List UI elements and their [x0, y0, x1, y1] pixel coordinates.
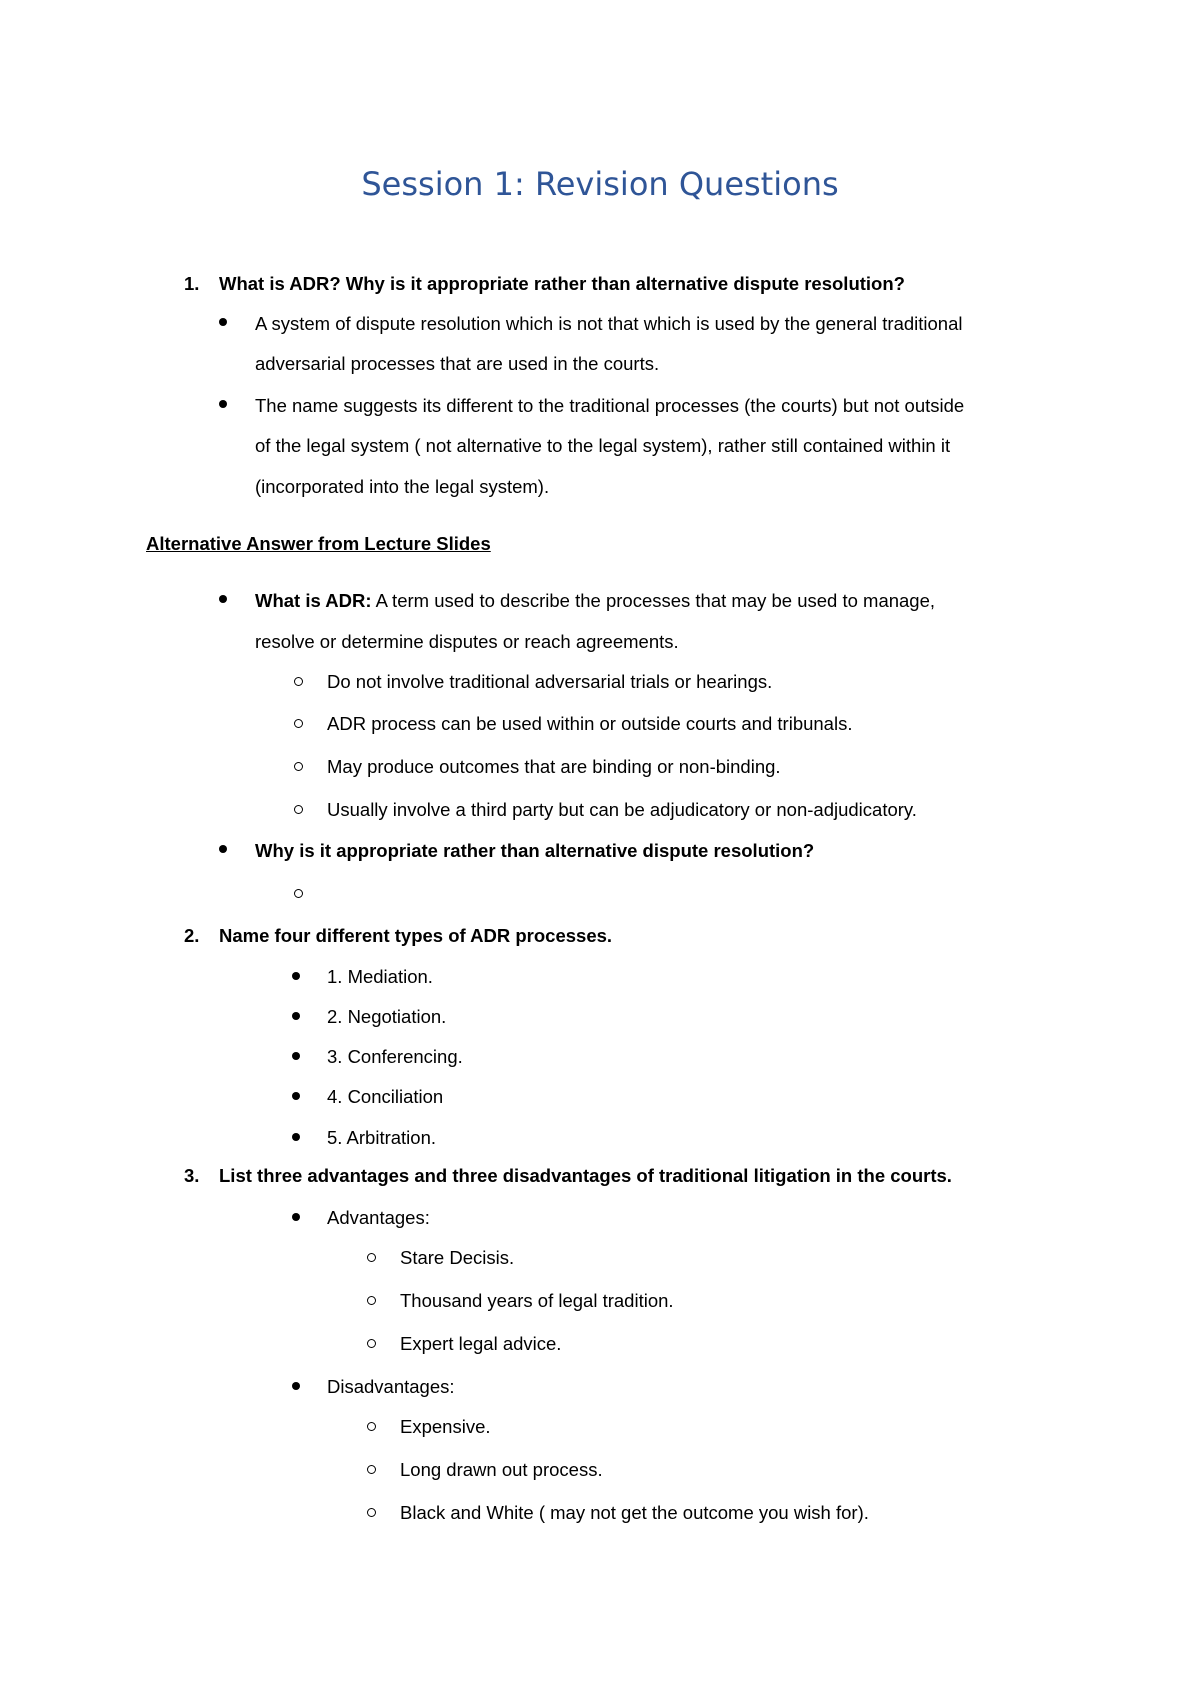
- q2-item-3: 3. Conferencing.: [327, 1046, 463, 1067]
- q2-question: Name four different types of ADR processes.: [219, 925, 613, 946]
- circle-bullet-icon: [294, 677, 303, 686]
- bullet-icon: [219, 595, 227, 603]
- q3-disadvantage-2: Long drawn out process.: [400, 1459, 603, 1480]
- circle-bullet-icon: [367, 1422, 376, 1431]
- bullet-icon: [219, 400, 227, 408]
- q1-answer-1-line-2: adversarial processes that are used in the courts.: [255, 353, 660, 374]
- q2-item-4: 4. Conciliation: [327, 1086, 444, 1107]
- alt-what-line-1: [255, 589, 935, 613]
- q1-answer-2-line-1: The name suggests its different to the traditional processes (the courts) but not outside: [255, 395, 965, 416]
- circle-bullet-icon: [294, 719, 303, 728]
- q1-answer-1-line-1: A system of dispute resolution which is not that which is used by the general traditional: [255, 313, 963, 334]
- q3-disadvantage-1: Expensive.: [400, 1416, 491, 1437]
- bullet-icon: [292, 972, 300, 980]
- circle-bullet-icon: [367, 1253, 376, 1262]
- circle-bullet-icon: [294, 805, 303, 814]
- alt-sub-item-1: Do not involve traditional adversarial trials or hearings.: [327, 671, 773, 692]
- q3-disadvantages-label: Disadvantages:: [327, 1376, 455, 1397]
- q3-advantages-label: Advantages:: [327, 1207, 430, 1228]
- q1-answer-2-line-3: (incorporated into the legal system).: [255, 476, 550, 497]
- q3-advantage-3: Expert legal advice.: [400, 1333, 562, 1354]
- alt-what-text: A term used to describe the processes that may be used to manage,: [371, 590, 936, 611]
- bullet-icon: [292, 1012, 300, 1020]
- alt-sub-item-3: May produce outcomes that are binding or non-binding.: [327, 756, 781, 777]
- alt-what-label: What is ADR:: [255, 590, 372, 611]
- bullet-icon: [292, 1092, 300, 1100]
- q1-number: 1.: [184, 273, 200, 294]
- q1-question: What is ADR? Why is it appropriate rather than alternative dispute resolution?: [219, 273, 905, 294]
- q3-number: 3.: [184, 1165, 200, 1186]
- circle-bullet-icon: [367, 1296, 376, 1305]
- page-title: Session 1: Revision Questions: [361, 165, 839, 203]
- circle-bullet-icon: [367, 1339, 376, 1348]
- alt-why-label: Why is it appropriate rather than alternative dispute resolution?: [255, 840, 815, 861]
- bullet-icon: [292, 1133, 300, 1141]
- bullet-icon: [292, 1382, 300, 1390]
- circle-bullet-icon: [367, 1465, 376, 1474]
- alt-sub-item-2: ADR process can be used within or outside courts and tribunals.: [327, 713, 853, 734]
- circle-bullet-icon: [294, 762, 303, 771]
- q2-item-2: 2. Negotiation.: [327, 1006, 447, 1027]
- circle-bullet-icon: [294, 889, 303, 898]
- q3-question: List three advantages and three disadvantages of traditional litigation in the courts.: [219, 1165, 952, 1186]
- q3-advantage-2: Thousand years of legal tradition.: [400, 1290, 674, 1311]
- q3-advantage-1: Stare Decisis.: [400, 1247, 515, 1268]
- bullet-icon: [219, 318, 227, 326]
- alt-what-line-2: resolve or determine disputes or reach agreements.: [255, 631, 679, 652]
- q2-item-5: 5. Arbitration.: [327, 1127, 437, 1148]
- bullet-icon: [292, 1052, 300, 1060]
- bullet-icon: [219, 845, 227, 853]
- alternative-answer-heading: Alternative Answer from Lecture Slides: [146, 533, 491, 554]
- q3-disadvantage-3: Black and White ( may not get the outcome you wish for).: [400, 1502, 869, 1523]
- q2-item-1: 1. Mediation.: [327, 966, 433, 987]
- q1-answer-2-line-2: of the legal system ( not alternative to the legal system), rather still contained within it: [255, 435, 951, 456]
- q2-number: 2.: [184, 925, 200, 946]
- circle-bullet-icon: [367, 1508, 376, 1517]
- bullet-icon: [292, 1213, 300, 1221]
- alt-sub-item-4: Usually involve a third party but can be adjudicatory or non-adjudicatory.: [327, 799, 917, 820]
